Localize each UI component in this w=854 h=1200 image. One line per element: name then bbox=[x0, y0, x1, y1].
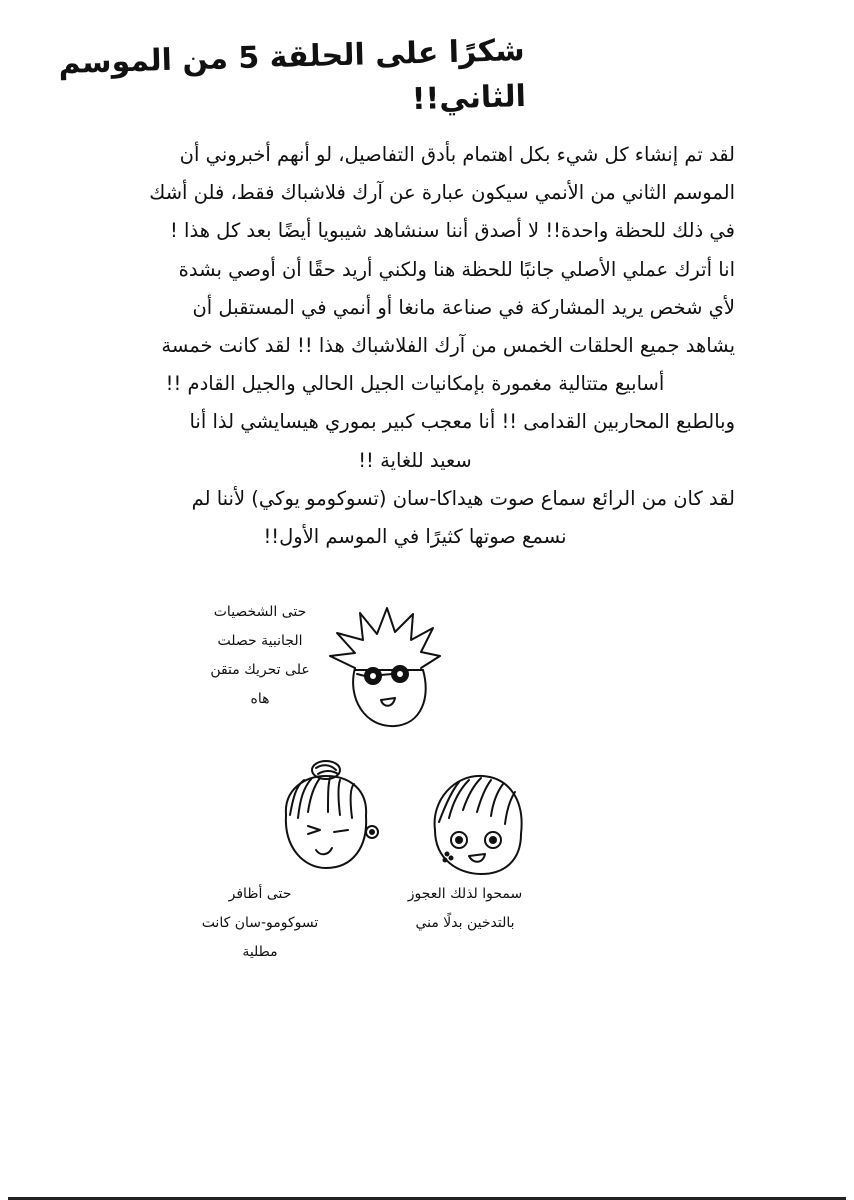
caption-line: تسوكومو-سان كانت bbox=[201, 915, 319, 931]
message-line: في ذلك للحظة واحدة!! لا أصدق أننا سنشاهد شيبويا أيضًا بعد كل هذا ! bbox=[170, 219, 735, 243]
message-line: انا أترك عملي الأصلي جانبًا للحظة هنا ولكني أريد حقًا أن أوصي بشدة bbox=[178, 257, 735, 281]
main-message bbox=[95, 136, 735, 556]
spiky-hair-character-doodle bbox=[325, 608, 445, 738]
message-line: لقد كان من الرائع سماع صوت هيداكا-سان (تسوكومو يوكي) لأننا لم bbox=[191, 486, 735, 510]
message-line: أسابيع متتالية مغمورة بإمكانيات الجيل الحالي والجيل القادم !! bbox=[165, 372, 665, 396]
caption-line: حتى الشخصيات bbox=[213, 604, 307, 620]
message-line: سعيد للغاية !! bbox=[358, 448, 472, 472]
caption-line: حتى أظافر bbox=[228, 886, 292, 902]
caption-line: على تحريك متقن bbox=[210, 662, 310, 678]
message-line: يشاهد جميع الحلقات الخمس من آرك الفلاشباك هذا !! لقد كانت خمسة bbox=[161, 334, 735, 358]
bun-hair-character-doodle bbox=[268, 760, 388, 880]
caption-line: الجانبية حصلت bbox=[217, 633, 303, 649]
caption-spiky-character bbox=[190, 598, 330, 714]
shaggy-hair-character-doodle bbox=[425, 770, 535, 880]
message-line: لقد تم إنشاء كل شيء بكل اهتمام بأدق التفاصيل، لو أنهم أخبروني أن bbox=[179, 143, 735, 166]
message-line: وبالطبع المحاربين القدامى !! أنا معجب كبير بموري هيسايشي لذا أنا bbox=[189, 410, 735, 434]
caption-line: مطلية bbox=[242, 944, 278, 960]
caption-line: سمحوا لذلك العجوز bbox=[407, 886, 523, 902]
caption-line: هاه bbox=[250, 691, 270, 707]
caption-shaggy-character bbox=[380, 880, 550, 938]
message-line: الموسم الثاني من الأنمي سيكون عبارة عن آرك فلاشباك فقط، فلن أشك bbox=[149, 181, 735, 205]
caption-bun-character bbox=[180, 880, 340, 967]
page-title: شكرًا على الحلقة 5 من الموسم الثاني!! bbox=[57, 32, 527, 118]
message-line: نسمع صوتها كثيرًا في الموسم الأول!! bbox=[263, 525, 567, 549]
message-line: لأي شخص يريد المشاركة في صناعة مانغا أو أنمي في المستقبل أن bbox=[192, 295, 735, 319]
caption-line: بالتدخين بدلًا مني bbox=[415, 915, 515, 931]
